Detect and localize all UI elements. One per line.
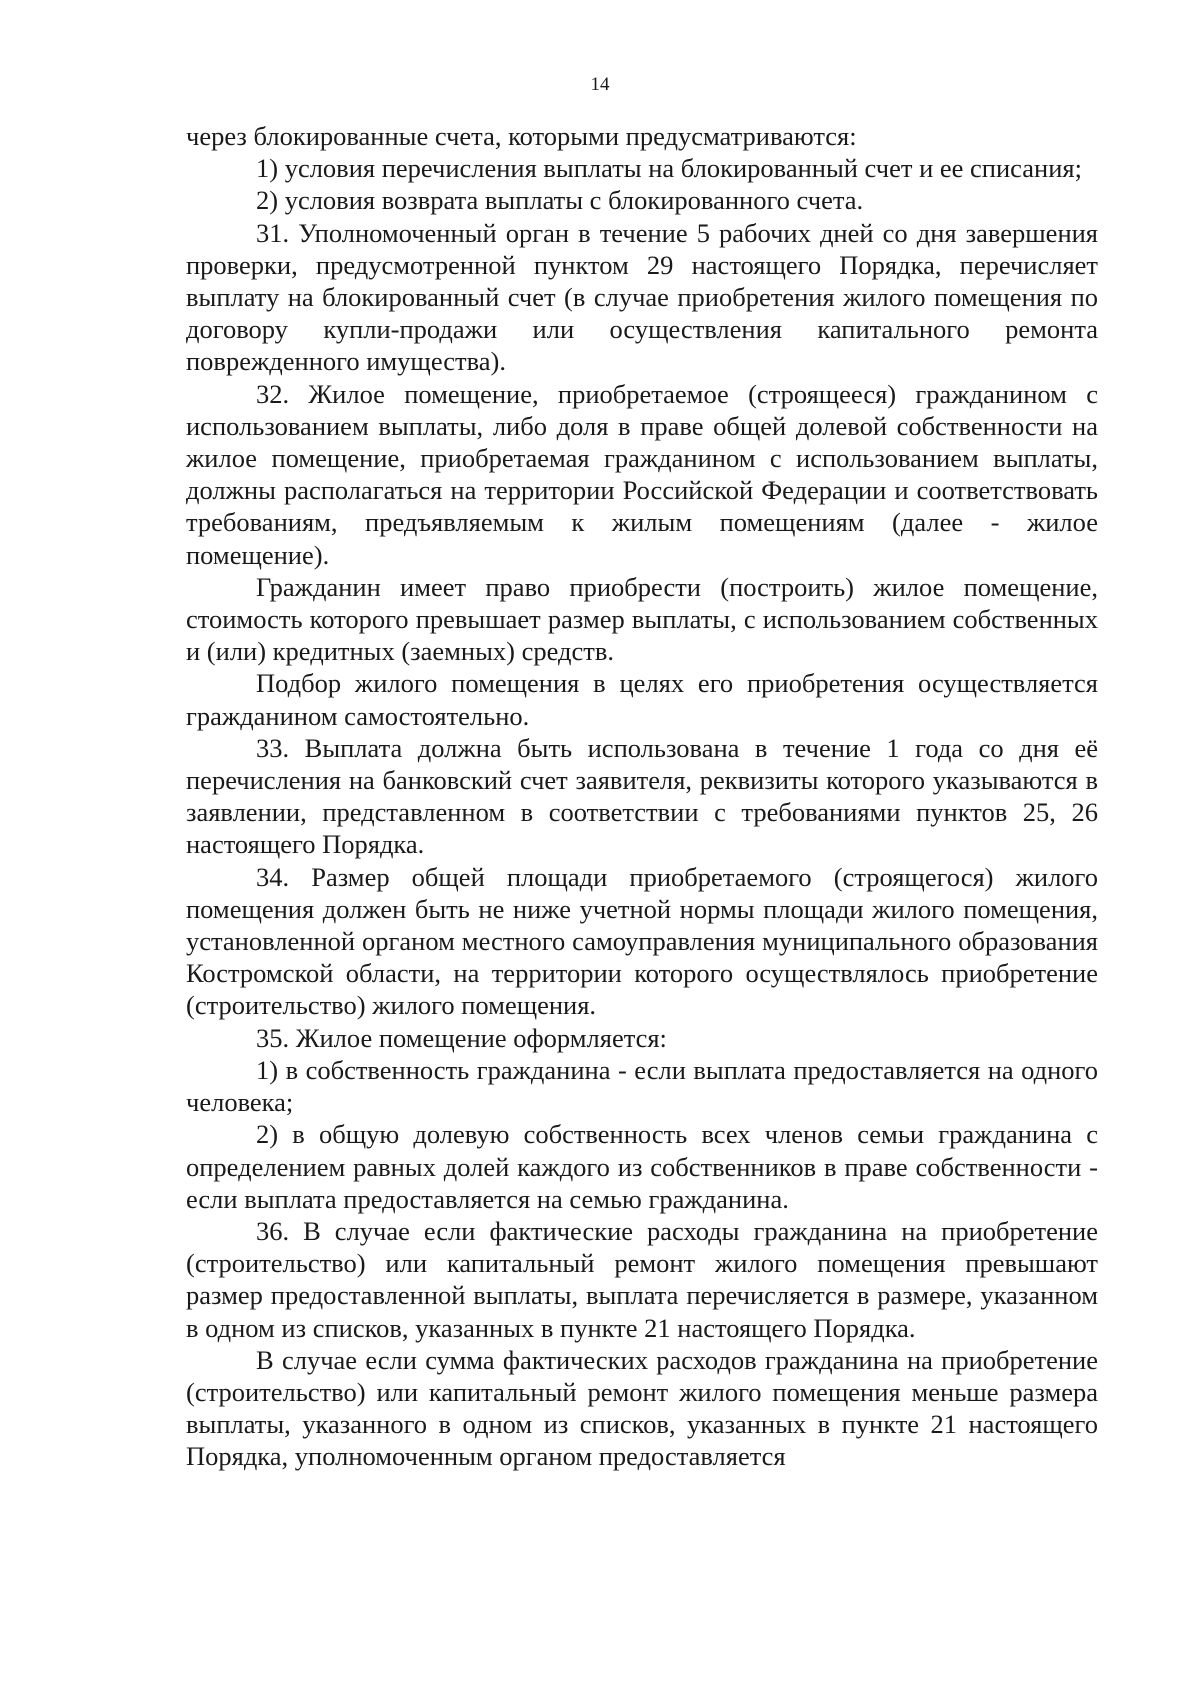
paragraph: 33. Выплата должна быть использована в течение 1 года со дня её перечисления на банковский счет заявителя, реквизиты которого указываются в заявлении, представленном в соответствии с требованиями пунктов 25, 26 настоящего Порядка.: [186, 732, 1098, 860]
paragraph: 31. Уполномоченный орган в течение 5 рабочих дней со дня завершения проверки, предусмотренной пунктом 29 настоящего Порядка, перечисляет выплату на блокированный счет (в случае приобретения жилого помещения по договору купли-продажи или осуществления капитального ремонта поврежденного имущества).: [186, 217, 1098, 377]
paragraph: 34. Размер общей площади приобретаемого (строящегося) жилого помещения должен быть не ниже учетной нормы площади жилого помещения, установленной органом местного самоуправления муниципального образования Костромской области, на территории которого осуществлялось приобретение (строительство) жилого помещения.: [186, 861, 1098, 1021]
paragraph: 1) в собственность гражданина - если выплата предоставляется на одного человека;: [186, 1054, 1098, 1118]
document-body: [186, 120, 1098, 1473]
paragraph: 1) условия перечисления выплаты на блокированный счет и ее списания;: [256, 153, 1082, 184]
paragraph: через блокированные счета, которыми предусматриваются:: [186, 121, 857, 151]
paragraph: 2) в общую долевую собственность всех членов семьи гражданина с определением равных долей каждого из собственников в праве собственности - если выплата предоставляется на семью гражданина.: [186, 1119, 1098, 1214]
page-number: 14: [590, 74, 610, 95]
paragraph: 36. В случае если фактические расходы гражданина на приобретение (строительство) или капитальный ремонт жилого помещения превышают размер предоставленной выплаты, выплата перечисляется в размере, указанном в одном из списков, указанных в пункте 21 настоящего Порядка.: [186, 1215, 1098, 1343]
paragraph: В случае если сумма фактических расходов гражданина на приобретение (строительство) или капитальный ремонт жилого помещения меньше размера выплаты, указанного в одном из списков, указанных в пункте 21 настоящего Порядка, уполномоченным органом предоставляется: [186, 1344, 1098, 1472]
paragraph: 35. Жилое помещение оформляется:: [256, 1022, 667, 1053]
paragraph: Подбор жилого помещения в целях его приобретения осуществляется гражданином самостоятельно.: [186, 668, 1098, 731]
paragraph: 32. Жилое помещение, приобретаемое (строящееся) гражданином с использованием выплаты, либо доля в праве общей долевой собственности на жилое помещение, приобретаемая гражданином с использованием выплаты, должны располагаться на территории Российской Федерации и соответствовать требованиям, предъявляемым к жилым помещениям (далее - жилое помещение).: [186, 378, 1098, 570]
paragraph: 2) условия возврата выплаты с блокированного счета.: [256, 185, 864, 216]
paragraph: Гражданин имеет право приобрести (построить) жилое помещение, стоимость которого превышает размер выплаты, с использованием собственных и (или) кредитных (заемных) средств.: [186, 571, 1098, 667]
